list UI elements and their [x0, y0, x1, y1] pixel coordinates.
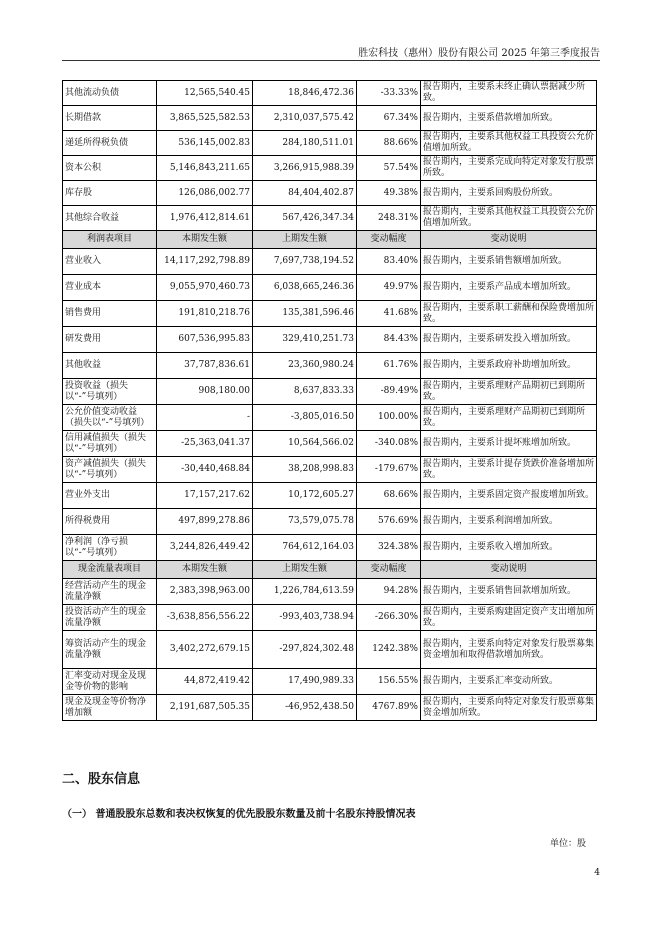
- table-row: [63, 605, 597, 631]
- row-note: 报告期内，主要系借款增加所致。: [421, 106, 597, 131]
- table-row: [63, 249, 597, 275]
- table-row: [63, 631, 597, 669]
- row-previous: 567,426,347.34: [253, 206, 357, 231]
- financial-changes-table: [62, 80, 597, 721]
- row-current: 3,865,525,582.53: [157, 106, 253, 131]
- row-current: 3,402,272,679.15: [157, 631, 253, 669]
- table-row: [63, 379, 597, 405]
- row-item: 营业成本: [63, 275, 157, 301]
- row-note: 报告期内，主要系其他权益工具投资公允价值增加所致。: [421, 206, 597, 231]
- row-current: 2,191,687,505.35: [157, 695, 253, 721]
- row-item: 所得税费用: [63, 509, 157, 535]
- row-current: 14,117,292,798.89: [157, 249, 253, 275]
- header-divider: [62, 60, 600, 61]
- row-note: 报告期内，主要系产品成本增加所致。: [421, 275, 597, 301]
- row-change: 88.66%: [357, 131, 421, 156]
- row-previous: 18,846,472.36: [253, 81, 357, 106]
- row-item: 净利润（净亏损以“-”号填列）: [63, 535, 157, 561]
- header-row-current: 本期发生额: [157, 231, 253, 249]
- row-change: -179.67%: [357, 457, 421, 483]
- row-item: 其他流动负债: [63, 81, 157, 106]
- table-row: [63, 181, 597, 206]
- row-item: 现金及现金等价物净增加额: [63, 695, 157, 721]
- row-current: 5,146,843,211.65: [157, 156, 253, 181]
- row-change: 324.38%: [357, 535, 421, 561]
- row-item: 其他收益: [63, 353, 157, 379]
- row-change: 1242.38%: [357, 631, 421, 669]
- row-previous: 329,410,251.73: [253, 327, 357, 353]
- row-previous: 8,637,833.33: [253, 379, 357, 405]
- row-previous: -46,952,438.50: [253, 695, 357, 721]
- row-current: -3,638,856,556.22: [157, 605, 253, 631]
- table-row: [63, 483, 597, 509]
- table-row: [63, 695, 597, 721]
- row-current: 191,810,218.76: [157, 301, 253, 327]
- row-note: 报告期内，主要系理财产品期初已到期所致。: [421, 405, 597, 431]
- table-row: [63, 81, 597, 106]
- row-note: 报告期内，主要系未终止确认票据减少所致。: [421, 81, 597, 106]
- table-row: [63, 156, 597, 181]
- row-previous: 284,180,511.01: [253, 131, 357, 156]
- row-previous: 6,038,665,246.36: [253, 275, 357, 301]
- row-current: 497,899,278.86: [157, 509, 253, 535]
- row-item: 资产减值损失（损失以“-”号填列）: [63, 457, 157, 483]
- row-note: 报告期内，主要系购建固定资产支出增加所致。: [421, 605, 597, 631]
- row-item: 筹资活动产生的现金流量净额: [63, 631, 157, 669]
- row-item: 长期借款: [63, 106, 157, 131]
- row-change: 576.69%: [357, 509, 421, 535]
- unit-label: 单位：股: [549, 839, 586, 849]
- row-item: 经营活动产生的现金流量净额: [63, 579, 157, 605]
- table-row: [63, 535, 597, 561]
- row-item: 营业外支出: [63, 483, 157, 509]
- row-change: 49.97%: [357, 275, 421, 301]
- row-previous: 38,208,998.83: [253, 457, 357, 483]
- table-row: [63, 301, 597, 327]
- row-previous: 2,310,037,575.42: [253, 106, 357, 131]
- section-subtitle: （一） 普通股股东总数和表决权恢复的优先股股东数量及前十名股东持股情况表: [62, 809, 416, 820]
- table-row: [63, 405, 597, 431]
- table-row: [63, 457, 597, 483]
- row-note: 报告期内，主要系职工薪酬和保险费增加所致。: [421, 301, 597, 327]
- row-current: 3,244,826,449.42: [157, 535, 253, 561]
- row-change: -266.30%: [357, 605, 421, 631]
- row-current: -30,440,468.84: [157, 457, 253, 483]
- row-previous: 3,266,915,988.39: [253, 156, 357, 181]
- row-item: 汇率变动对现金及现金等价物的影响: [63, 669, 157, 695]
- section-title: 二、股东信息: [62, 772, 141, 787]
- row-note: 报告期内，主要系向特定对象发行股票募集资金增加和取得借款增加所致。: [421, 631, 597, 669]
- row-item: 投资收益（损失以“-”号填列）: [63, 379, 157, 405]
- row-note: 报告期内，主要系固定资产报废增加所致。: [421, 483, 597, 509]
- table-row: [63, 509, 597, 535]
- row-change: 41.68%: [357, 301, 421, 327]
- row-change: 84.43%: [357, 327, 421, 353]
- report-header: 胜宏科技（惠州）股份有限公司 2025 年第三季度报告: [358, 48, 600, 59]
- row-note: 报告期内，主要系理财产品期初已到期所致。: [421, 379, 597, 405]
- header-row-previous: 上期发生额: [253, 231, 357, 249]
- row-change: 156.55%: [357, 669, 421, 695]
- row-previous: 7,697,738,194.52: [253, 249, 357, 275]
- header-row-note: 变动说明: [421, 231, 597, 249]
- table-row: [63, 579, 597, 605]
- row-item: 营业收入: [63, 249, 157, 275]
- row-current: 1,976,412,814.61: [157, 206, 253, 231]
- row-note: 报告期内，主要系销售额增加所致。: [421, 249, 597, 275]
- row-previous: 73,579,075.78: [253, 509, 357, 535]
- header-row-item: 利润表项目: [63, 231, 157, 249]
- row-current: -: [157, 405, 253, 431]
- row-current: -25,363,041.37: [157, 431, 253, 457]
- row-current: 37,787,836.61: [157, 353, 253, 379]
- row-previous: 23,360,980.24: [253, 353, 357, 379]
- row-current: 126,086,002.77: [157, 181, 253, 206]
- row-item: 销售费用: [63, 301, 157, 327]
- row-previous: -297,824,302.48: [253, 631, 357, 669]
- table-row: [63, 353, 597, 379]
- header-row-previous: 上期发生额: [253, 561, 357, 579]
- row-previous: 135,381,596.46: [253, 301, 357, 327]
- row-change: -340.08%: [357, 431, 421, 457]
- row-current: 536,145,002.83: [157, 131, 253, 156]
- row-item: 库存股: [63, 181, 157, 206]
- table-row: [63, 431, 597, 457]
- page-number: 4: [594, 868, 600, 878]
- table-row: [63, 106, 597, 131]
- header-row-item: 现金流量表项目: [63, 561, 157, 579]
- row-change: 67.34%: [357, 106, 421, 131]
- row-item: 投资活动产生的现金流量净额: [63, 605, 157, 631]
- header-row-change: 变动幅度: [357, 231, 421, 249]
- row-change: 248.31%: [357, 206, 421, 231]
- row-note: 报告期内，主要系收入增加所致。: [421, 535, 597, 561]
- row-previous: 10,564,566.02: [253, 431, 357, 457]
- row-current: 9,055,970,460.73: [157, 275, 253, 301]
- row-previous: 84,404,402.87: [253, 181, 357, 206]
- table-row: [63, 327, 597, 353]
- row-current: 607,536,995.83: [157, 327, 253, 353]
- row-note: 报告期内，主要系汇率变动所致。: [421, 669, 597, 695]
- row-change: 100.00%: [357, 405, 421, 431]
- table-row: [63, 206, 597, 231]
- row-change: 94.28%: [357, 579, 421, 605]
- row-change: 49.38%: [357, 181, 421, 206]
- table-header-row: [63, 231, 597, 249]
- table-row: [63, 275, 597, 301]
- row-note: 报告期内，主要系政府补助增加所致。: [421, 353, 597, 379]
- row-previous: 764,612,164.03: [253, 535, 357, 561]
- row-note: 报告期内，主要系计提坏账增加所致。: [421, 431, 597, 457]
- row-note: 报告期内，主要系利润增加所致。: [421, 509, 597, 535]
- row-current: 17,157,217.62: [157, 483, 253, 509]
- row-item: 公允价值变动收益（损失以“-”号填列）: [63, 405, 157, 431]
- row-change: 83.40%: [357, 249, 421, 275]
- row-note: 报告期内，主要系回购股份所致。: [421, 181, 597, 206]
- row-current: 908,180.00: [157, 379, 253, 405]
- row-change: 57.54%: [357, 156, 421, 181]
- row-item: 递延所得税负债: [63, 131, 157, 156]
- row-change: -89.49%: [357, 379, 421, 405]
- row-note: 报告期内，主要系计提存货跌价准备增加所致。: [421, 457, 597, 483]
- table-header-row: [63, 561, 597, 579]
- row-change: -33.33%: [357, 81, 421, 106]
- row-note: 报告期内，主要系其他权益工具投资公允价值增加所致。: [421, 131, 597, 156]
- row-previous: -993,403,738.94: [253, 605, 357, 631]
- header-row-note: 变动说明: [421, 561, 597, 579]
- row-current: 44,872,419.42: [157, 669, 253, 695]
- row-change: 68.66%: [357, 483, 421, 509]
- header-row-change: 变动幅度: [357, 561, 421, 579]
- row-current: 12,565,540.45: [157, 81, 253, 106]
- table-row: [63, 669, 597, 695]
- row-item: 其他综合收益: [63, 206, 157, 231]
- table-row: [63, 131, 597, 156]
- row-note: 报告期内，主要系完成向特定对象发行股票所致。: [421, 156, 597, 181]
- row-item: 资本公积: [63, 156, 157, 181]
- row-change: 61.76%: [357, 353, 421, 379]
- row-item: 研发费用: [63, 327, 157, 353]
- row-note: 报告期内，主要系销售回款增加所致。: [421, 579, 597, 605]
- row-previous: 17,490,989.33: [253, 669, 357, 695]
- row-note: 报告期内，主要系研发投入增加所致。: [421, 327, 597, 353]
- header-row-current: 本期发生额: [157, 561, 253, 579]
- row-previous: 1,226,784,613.59: [253, 579, 357, 605]
- row-note: 报告期内，主要系向特定对象发行股票募集资金增加所致。: [421, 695, 597, 721]
- row-change: 4767.89%: [357, 695, 421, 721]
- row-previous: 10,172,605.27: [253, 483, 357, 509]
- row-item: 信用减值损失（损失以“-”号填列）: [63, 431, 157, 457]
- row-current: 2,383,398,963.00: [157, 579, 253, 605]
- row-previous: -3,805,016.50: [253, 405, 357, 431]
